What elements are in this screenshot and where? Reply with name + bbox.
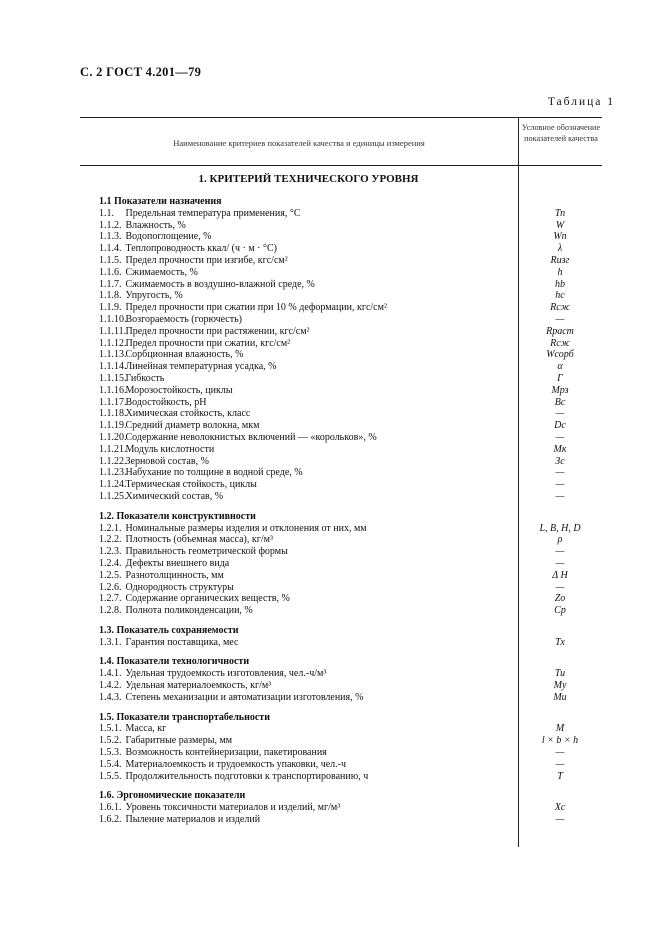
- table-row: [99, 546, 602, 558]
- section-title: 1.2. Показатели конструктивности: [99, 510, 256, 522]
- row-symbol: —: [555, 467, 565, 479]
- table-row: [99, 231, 602, 243]
- main-heading: 1. КРИТЕРИЙ ТЕХНИЧЕСКОГО УРОВНЯ: [198, 173, 419, 185]
- table-row: [99, 582, 602, 594]
- main-heading-row: [99, 170, 602, 192]
- page-header: С. 2 ГОСТ 4.201—79: [80, 65, 202, 79]
- row-number: 1.1.18.: [99, 408, 127, 420]
- row-symbol: ρ: [557, 534, 563, 546]
- section-gap: [99, 782, 602, 790]
- row-label: Номинальные размеры изделия и отклонения от них, мм: [125, 522, 367, 534]
- row-label: Линейная температурная усадка, %: [125, 361, 277, 373]
- row-symbol: Мрз: [551, 384, 569, 396]
- row-symbol: Хс: [554, 802, 566, 814]
- row-number: 1.1.11.: [99, 325, 127, 337]
- row-number: 1.1.10.: [99, 313, 127, 325]
- table-row: [99, 467, 602, 479]
- row-symbol: Мк: [553, 443, 567, 455]
- section-gap: [99, 617, 602, 625]
- row-label: Полнота поликонденсации, %: [125, 605, 253, 617]
- row-symbol: α: [557, 361, 563, 373]
- table-row: [99, 802, 602, 814]
- table-row: [99, 408, 602, 420]
- column-header-name: Наименование критериев показателей качества и единицы измерения: [173, 138, 425, 148]
- table-row: [99, 605, 602, 617]
- row-label: Материалоемкость и трудоемкость упаковки, чел.-ч: [125, 758, 347, 770]
- row-label: Предельная температура применения, °С: [125, 207, 301, 219]
- row-symbol: Wсорб: [546, 349, 574, 361]
- row-number: 1.4.3.: [99, 691, 122, 703]
- row-label: Габаритные размеры, мм: [125, 735, 233, 747]
- row-number: 1.3.1.: [99, 636, 122, 648]
- row-symbol: hb: [555, 278, 565, 290]
- row-symbol: L, B, H, D: [539, 522, 581, 534]
- row-number: 1.1.25.: [99, 490, 127, 502]
- row-symbol: —: [555, 313, 565, 325]
- section-title: 1.5. Показатели транспортабельности: [99, 711, 270, 723]
- column-header-symbol: Условное обозначение показателей качества: [521, 123, 601, 143]
- section-heading-row: [99, 196, 602, 208]
- row-number: 1.1.5.: [99, 254, 122, 266]
- row-label: Содержание неволокнистых включений — «корольков», %: [125, 431, 377, 443]
- row-label: Сжимаемость в воздушно-влажной среде, %: [125, 278, 315, 290]
- section-title: 1.6. Эргономические показатели: [99, 790, 246, 802]
- table-row: [99, 255, 602, 267]
- row-label: Модуль кислотности: [125, 443, 215, 455]
- row-number: 1.2.3.: [99, 546, 122, 558]
- row-symbol: Zо: [554, 593, 566, 605]
- table-row: [99, 361, 602, 373]
- section-title: 1.1 Показатели назначения: [99, 196, 222, 207]
- row-symbol: —: [555, 557, 565, 569]
- row-number: 1.1.16.: [99, 384, 127, 396]
- row-label: Водопоглощение, %: [125, 231, 212, 243]
- row-number: 1.1.13.: [99, 349, 127, 361]
- row-number: 1.2.1.: [99, 522, 122, 534]
- row-label: Химическая стойкость, класс: [125, 408, 251, 420]
- table-top-rule: [80, 117, 602, 118]
- row-symbol: Ти: [554, 668, 566, 680]
- row-label: Гибкость: [125, 372, 165, 384]
- row-number: 1.1.6.: [99, 266, 122, 278]
- row-label: Зерновой состав, %: [125, 455, 209, 467]
- row-number: 1.2.5.: [99, 569, 122, 581]
- table-row: [99, 267, 602, 279]
- table-row: [99, 208, 602, 220]
- table-row: [99, 302, 602, 314]
- row-symbol: М: [555, 723, 565, 735]
- row-label: Уровень токсичности материалов и изделий, мг/м³: [125, 802, 341, 814]
- row-symbol: Rраст: [546, 325, 574, 337]
- table-row: [99, 747, 602, 759]
- table-row: [99, 692, 602, 704]
- row-number: 1.4.2.: [99, 680, 122, 692]
- table-row: [99, 570, 602, 582]
- row-number: 1.1.: [99, 207, 114, 219]
- row-symbol: λ: [557, 243, 563, 255]
- table-row: [99, 220, 602, 232]
- row-symbol: Δ H: [552, 569, 568, 581]
- row-label: Удельная материалоемкость, кг/м³: [125, 680, 272, 692]
- table-row: [99, 397, 602, 409]
- table-row: [99, 759, 602, 771]
- row-label: Влажность, %: [125, 219, 186, 231]
- section-title: 1.3. Показатель сохраняемости: [99, 624, 239, 636]
- row-number: 1.5.2.: [99, 735, 122, 747]
- row-number: 1.6.2.: [99, 814, 122, 826]
- row-label: Набухание по толщине в водной среде, %: [125, 467, 303, 479]
- row-symbol: —: [555, 758, 565, 770]
- row-label: Удельная трудоемкость изготовления, чел.-ч/м³: [125, 668, 327, 680]
- row-label: Степень механизации и автоматизации изготовления, %: [125, 691, 364, 703]
- row-symbol: Bс: [554, 396, 566, 408]
- row-symbol: Rсж: [550, 302, 570, 314]
- row-label: Водостойкость, рН: [125, 396, 207, 408]
- header-bottom-rule: [80, 165, 602, 166]
- row-number: 1.1.14.: [99, 361, 127, 373]
- table-row: [99, 338, 602, 350]
- table-row: [99, 479, 602, 491]
- table-row: [99, 558, 602, 570]
- table-label: Таблица 1: [547, 96, 615, 108]
- table-row: [99, 814, 602, 826]
- row-number: 1.6.1.: [99, 802, 122, 814]
- section-title: 1.4. Показатели технологичности: [99, 656, 250, 668]
- section-heading-row: [99, 712, 602, 724]
- row-symbol: Зс: [555, 455, 565, 467]
- row-label: Средний диаметр волокна, мкм: [125, 420, 260, 432]
- row-label: Продолжительность подготовки к транспортированию, ч: [125, 770, 369, 782]
- row-number: 1.1.19.: [99, 420, 127, 432]
- row-number: 1.2.7.: [99, 593, 122, 605]
- table-row: [99, 279, 602, 291]
- row-number: 1.2.4.: [99, 557, 122, 569]
- row-label: Дефекты внешнего вида: [125, 557, 230, 569]
- row-label: Морозостойкость, циклы: [125, 384, 233, 396]
- row-label: Упругость, %: [125, 290, 183, 302]
- row-number: 1.1.23.: [99, 467, 127, 479]
- table-row: [99, 420, 602, 432]
- table-row: [99, 668, 602, 680]
- table-row: [99, 523, 602, 535]
- table-row: [99, 432, 602, 444]
- section-gap: [99, 648, 602, 656]
- row-number: 1.1.2.: [99, 219, 122, 231]
- row-label: Гарантия поставщика, мес: [125, 636, 239, 648]
- section-gap: [99, 704, 602, 712]
- row-number: 1.5.5.: [99, 770, 122, 782]
- row-symbol: —: [555, 581, 565, 593]
- table-row: [99, 385, 602, 397]
- row-symbol: Т: [557, 770, 563, 782]
- row-symbol: Тх: [555, 636, 565, 648]
- row-label: Разнотолщинность, мм: [125, 569, 224, 581]
- row-label: Плотность (объемная масса), кг/м³: [125, 534, 273, 546]
- table-row: [99, 349, 602, 361]
- row-symbol: Rсж: [550, 337, 570, 349]
- section-heading-row: [99, 656, 602, 668]
- table-row: [99, 456, 602, 468]
- row-number: 1.1.15.: [99, 372, 127, 384]
- row-number: 1.1.8.: [99, 290, 122, 302]
- row-number: 1.1.20.: [99, 431, 127, 443]
- section-heading-row: [99, 625, 602, 637]
- row-label: Сорбционная влажность, %: [125, 349, 244, 361]
- row-number: 1.5.1.: [99, 723, 122, 735]
- row-symbol: Ми: [553, 691, 567, 703]
- section-gap: [99, 503, 602, 511]
- row-symbol: —: [555, 546, 565, 558]
- row-symbol: Cр: [554, 605, 566, 617]
- row-label: Масса, кг: [125, 723, 167, 735]
- row-number: 1.2.8.: [99, 605, 122, 617]
- row-label: Возможность контейнеризации, пакетирования: [125, 747, 327, 759]
- table-row: [99, 593, 602, 605]
- row-label: Теплопроводность ккал/ (ч · м · °С): [125, 243, 277, 255]
- row-symbol: —: [555, 431, 565, 443]
- row-number: 1.5.3.: [99, 747, 122, 759]
- row-symbol: —: [555, 479, 565, 491]
- row-number: 1.1.12.: [99, 337, 127, 349]
- row-label: Химический состав, %: [125, 490, 224, 502]
- row-label: Термическая стойкость, циклы: [125, 479, 257, 491]
- table-row: [99, 735, 602, 747]
- table-row: [99, 534, 602, 546]
- row-number: 1.1.3.: [99, 231, 122, 243]
- row-symbol: l × b × h: [541, 735, 579, 747]
- row-number: 1.2.6.: [99, 581, 122, 593]
- table-row: [99, 491, 602, 503]
- row-number: 1.1.4.: [99, 243, 122, 255]
- row-symbol: W: [555, 219, 565, 231]
- row-symbol: Тп: [554, 207, 566, 219]
- table-body: [99, 170, 602, 826]
- row-label: Однородность структуры: [125, 581, 234, 593]
- row-label: Возгораемость (горючесть): [125, 313, 242, 325]
- row-label: Сжимаемость, %: [125, 266, 198, 278]
- row-symbol: hc: [555, 290, 565, 302]
- row-number: 1.2.2.: [99, 534, 122, 546]
- row-number: 1.1.9.: [99, 302, 122, 314]
- table-row: [99, 771, 602, 783]
- row-label: Правильность геометрической формы: [125, 546, 288, 558]
- row-number: 1.1.7.: [99, 278, 122, 290]
- row-symbol: Rизг: [550, 254, 570, 266]
- row-label: Предел прочности при сжатии, кгс/см²: [125, 337, 291, 349]
- row-label: Пыление материалов и изделий: [125, 814, 261, 826]
- row-symbol: —: [555, 408, 565, 420]
- row-number: 1.5.4.: [99, 758, 122, 770]
- row-symbol: Wп: [553, 231, 567, 243]
- row-label: Предел прочности при сжатии при 10 % деформации, кгс/см²: [125, 302, 387, 314]
- row-number: 1.1.22.: [99, 455, 127, 467]
- table-row: [99, 314, 602, 326]
- row-number: 1.1.24.: [99, 479, 127, 491]
- table-row: [99, 723, 602, 735]
- table-row: [99, 444, 602, 456]
- row-symbol: h: [557, 266, 563, 278]
- table-row: [99, 326, 602, 338]
- section-heading-row: [99, 511, 602, 523]
- row-label: Предел прочности при изгибе, кгс/см²: [125, 254, 288, 266]
- row-number: 1.1.21.: [99, 443, 127, 455]
- row-label: Содержание органических веществ, %: [125, 593, 290, 605]
- row-number: 1.1.17.: [99, 396, 127, 408]
- row-number: 1.4.1.: [99, 668, 122, 680]
- table-row: [99, 637, 602, 649]
- table-row: [99, 680, 602, 692]
- row-label: Предел прочности при растяжении, кгс/см²: [125, 325, 310, 337]
- row-symbol: Му: [553, 680, 567, 692]
- row-symbol: Г: [557, 372, 563, 384]
- row-symbol: —: [555, 747, 565, 759]
- row-symbol: —: [555, 814, 565, 826]
- row-symbol: Dс: [554, 420, 566, 432]
- table-row: [99, 243, 602, 255]
- section-heading-row: [99, 790, 602, 802]
- table-row: [99, 373, 602, 385]
- table-row: [99, 290, 602, 302]
- row-symbol: —: [555, 490, 565, 502]
